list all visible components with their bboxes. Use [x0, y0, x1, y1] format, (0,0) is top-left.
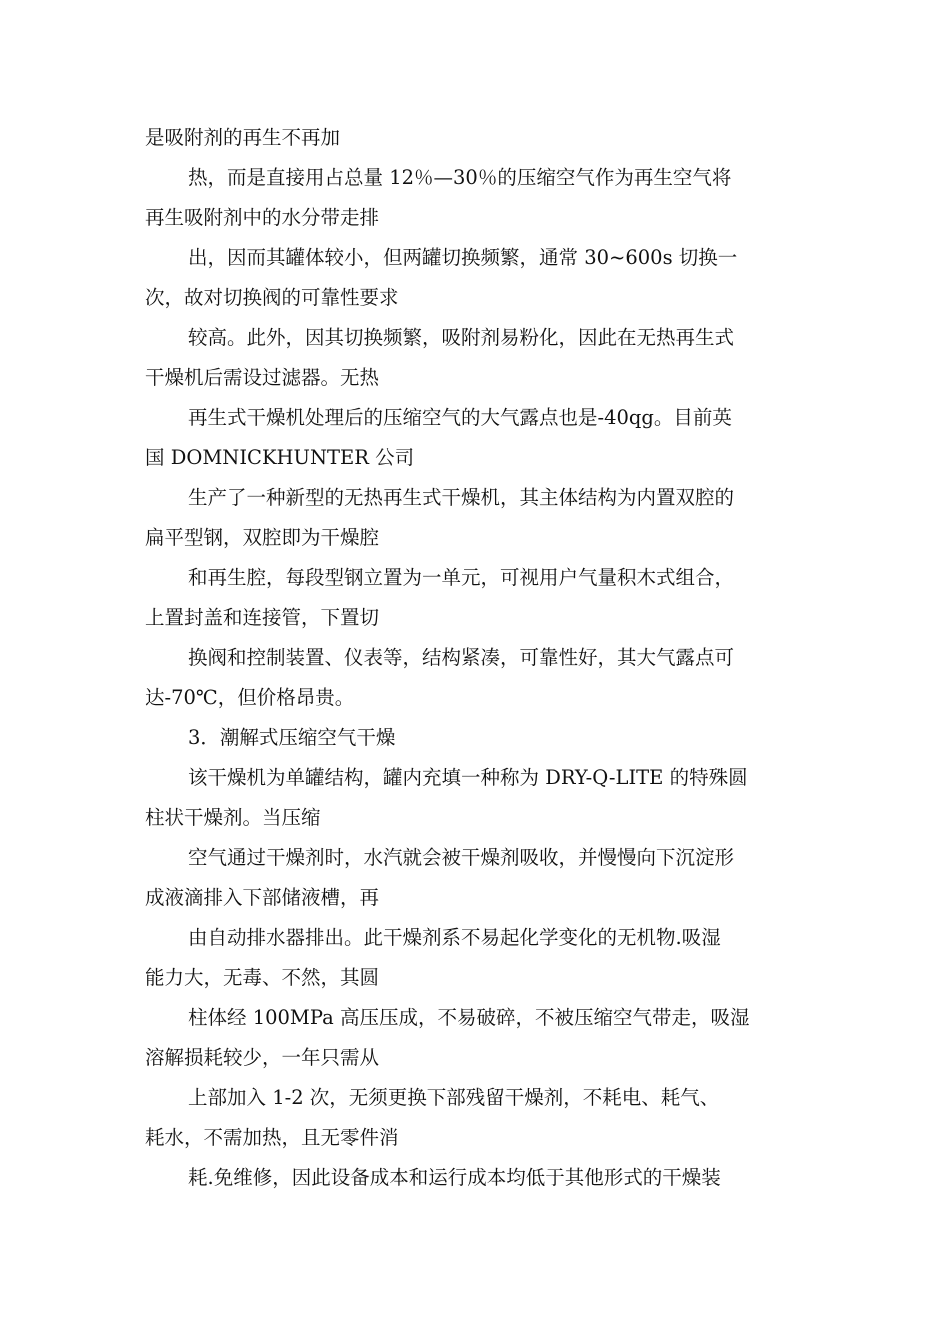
text-line: 能力大，无毒、不然，其圆: [145, 966, 380, 989]
text-line: 热，而是直接用占总量 12％—30％的压缩空气作为再生空气将: [188, 166, 732, 189]
text-line: 柱状干燥剂。当压缩: [145, 806, 321, 829]
text-line: 扁平型钢，双腔即为干燥腔: [145, 526, 380, 549]
paragraph-3: [145, 318, 810, 398]
text-line: 和再生腔，每段型钢立置为一单元，可视用户气量积木式组合，: [188, 566, 735, 589]
text-line: 较高。此外，因其切换频繁，吸附剂易粉化，因此在无热再生式: [188, 326, 735, 349]
paragraph-2: [145, 238, 810, 318]
text-line: 是吸附剂的再生不再加: [145, 126, 341, 149]
text-line: 次，故对切换阀的可靠性要求: [145, 286, 399, 309]
paragraph-10: [145, 838, 810, 918]
text-line: 空气通过干燥剂时，水汽就会被干燥剂吸收，并慢慢向下沉淀形: [188, 846, 735, 869]
text-line: 达-70℃，但价格昂贵。: [145, 686, 355, 709]
text-line: 生产了一种新型的无热再生式干燥机，其主体结构为内置双腔的: [188, 486, 735, 509]
paragraph-13: [145, 1078, 810, 1158]
text-line: 再生吸附剂中的水分带走排: [145, 206, 380, 229]
paragraph-12: [145, 998, 810, 1078]
paragraph-6: [145, 558, 810, 638]
text-line: 耗水，不需加热，且无零件消: [145, 1126, 399, 1149]
text-line: 3．潮解式压缩空气干燥: [188, 726, 396, 749]
paragraph-14: [145, 1158, 810, 1198]
section-heading: [145, 718, 810, 758]
text-line: 成液滴排入下部储液槽，再: [145, 886, 380, 909]
paragraph-0: [145, 118, 810, 158]
paragraph-1: [145, 158, 810, 238]
text-line: 上部加入 1-2 次，无须更换下部残留干燥剂，不耗电、耗气、: [188, 1086, 720, 1109]
paragraph-4: [145, 398, 810, 478]
text-line: 由自动排水器排出。此干燥剂系不易起化学变化的无机物.吸湿: [188, 926, 721, 949]
text-line: 国 DOMNICKHUNTER 公司: [145, 446, 415, 469]
paragraph-9: [145, 758, 810, 838]
document-page: [145, 118, 810, 1198]
text-line: 溶解损耗较少，一年只需从: [145, 1046, 380, 1069]
paragraph-11: [145, 918, 810, 998]
text-line: 干燥机后需设过滤器。无热: [145, 366, 380, 389]
text-line: 上置封盖和连接管，下置切: [145, 606, 380, 629]
paragraph-7: [145, 638, 810, 718]
paragraph-5: [145, 478, 810, 558]
text-line: 换阀和控制装置、仪表等，结构紧凑，可靠性好，其大气露点可: [188, 646, 735, 669]
text-line: 出，因而其罐体较小，但两罐切换频繁，通常 30~600s 切换一: [188, 246, 738, 269]
text-line: 柱体经 100MPa 高压压成，不易破碎，不被压缩空气带走，吸湿: [188, 1006, 750, 1029]
text-line: 耗.免维修，因此设备成本和运行成本均低于其他形式的干燥装: [188, 1166, 721, 1189]
text-line: 再生式干燥机处理后的压缩空气的大气露点也是-40qg。目前英: [188, 406, 732, 429]
text-line: 该干燥机为单罐结构，罐内充填一种称为 DRY-Q-LITE 的特殊圆: [188, 766, 748, 789]
